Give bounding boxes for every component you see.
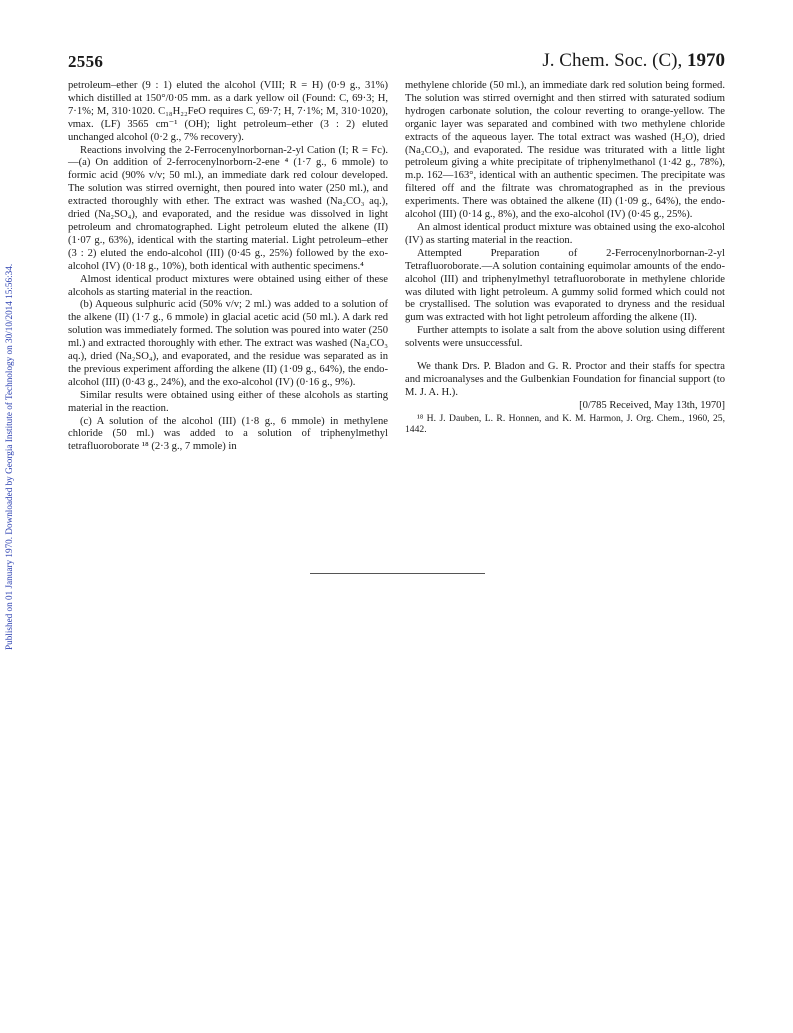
end-rule	[310, 573, 485, 574]
right-column	[405, 80, 725, 436]
download-watermark: Published on 01 January 1970. Downloaded by Georgia Institute of Technology on 30/10/2014 15:56:34.	[4, 263, 14, 650]
paragraph: Reactions involving the 2-Ferrocenylnorbornan-2-yl Cation (I; R = Fc).—(a) On addition of 2-ferrocenylnorborn-2-ene ⁴ (1·7 g., 6 mmole) to formic acid (90% v/v; 50 ml.), an immediate dark red colour developed. The solution was stirred overnight, then poured into water (250 ml.), and extracted thoroughly with ether. The extract was washed (Na₂CO₃ aq.), dried (Na₂SO₄), and evaporated, and the residue was dissolved in light petroleum and chromatographed. Light petroleum eluted the alkene (II) (1·07 g., 63%), identical with the starting material. Light petroleum–ether (3 : 2) eluted the endo-alcohol (III) (0·45 g., 25%) followed by the exo-alcohol (IV) (0·18 g., 10%), both identical with authentic specimens.⁴	[68, 144, 388, 272]
paragraph: petroleum–ether (9 : 1) eluted the alcohol (VIII; R = H) (0·9 g., 31%) which distilled at 150°/0·05 mm. as a dark yellow oil (Found: C, 69·3; H, 7·1%; M, 310·1020. C₁₈H₂₂FeO requires C, 69·7; H, 7·1%; M, 310·1020), νmax. (LF) 3565 cm⁻¹ (OH); light petroleum–ether (3 : 2) eluted unchanged alcohol (0·2 g., 7% recovery).	[68, 80, 388, 143]
paragraph: Attempted Preparation of 2-Ferrocenylnorbornan-2-yl Tetrafluoroborate.—A solution containing equimolar amounts of the endo-alcohol (III) and triphenylmethyl tetrafluoroborate in methylene chloride was diluted with light petroleum. A gummy solid formed which could not be crystallised. The solution was evaporated to dryness and the residual gum was extracted with hot light petroleum affording the alkene (II).	[405, 247, 725, 324]
acknowledgement: We thank Drs. P. Bladon and G. R. Proctor and their staffs for spectra and microanalyses and the Gulbenkian Foundation for financial support (to M. J. A. H.).	[405, 361, 725, 398]
paragraph: (c) A solution of the alcohol (III) (1·8 g., 6 mmole) in methylene chloride (50 ml.) was added to a solution of triphenylmethyl tetrafluoroborate ¹⁸ (2·3 g., 7 mmole) in	[68, 415, 388, 453]
paragraph: (b) Aqueous sulphuric acid (50% v/v; 2 ml.) was added to a solution of the alkene (II) (1·7 g., 6 mmole) in glacial acetic acid (50 ml.). A dark red solution was immediately formed. The solution was poured into water (250 ml.) and extracted thoroughly with ether. The extract was washed (Na₂CO₃ aq.), dried (Na₂SO₄), and evaporated, and the residue was separated as in the previous experiment affording the alkene (II) (1·09 g., 64%), the endo-alcohol (III) (0·43 g., 24%), and the exo-alcohol (IV) (0·16 g., 9%).	[68, 299, 388, 388]
journal-name: J. Chem. Soc. (C),	[542, 50, 687, 71]
paragraph: Almost identical product mixtures were obtained using either of these alcohols as starting material in the reaction.	[68, 273, 388, 298]
journal-year: 1970	[687, 50, 725, 71]
left-column	[68, 80, 388, 454]
journal-title	[542, 50, 725, 72]
paragraph: methylene chloride (50 ml.), an immediate dark red solution being formed. The solution was stirred overnight and then stirred with saturated sodium hydrogen carbonate solution, the colour reverting to orange-yellow. The organic layer was separated and combined with two methylene chloride extracts of the aqueous layer. The total extract was washed (H₂O), dried (Na₂CO₃), and evaporated. The residue was triturated with a little light petroleum giving a white precipitate of triphenylmethanol (1·42 g., 78%), m.p. 162—163°, identical with an authentic specimen. The precipitate was filtered off and the filtrate was chromatographed as in the previous experiments. There was obtained the alkene (II) (1·09 g., 64%), the endo-alcohol (III) (0·14 g., 8%), and the exo-alcohol (IV) (0·45 g., 25%).	[405, 80, 725, 221]
paragraph: Further attempts to isolate a salt from the above solution using different solvents were unsuccessful.	[405, 325, 725, 350]
received-date: [0/785 Received, May 13th, 1970]	[579, 399, 725, 411]
paragraph: An almost identical product mixture was obtained using the exo-alcohol (IV) as starting material in the reaction.	[405, 221, 725, 246]
page-number: 2556	[68, 52, 104, 71]
footnote: ¹⁸ H. J. Dauben, L. R. Honnen, and K. M. Harmon, J. Org. Chem., 1960, 25, 1442.	[405, 412, 725, 436]
paragraph: Similar results were obtained using either of these alcohols as starting material in the reaction.	[68, 389, 388, 414]
